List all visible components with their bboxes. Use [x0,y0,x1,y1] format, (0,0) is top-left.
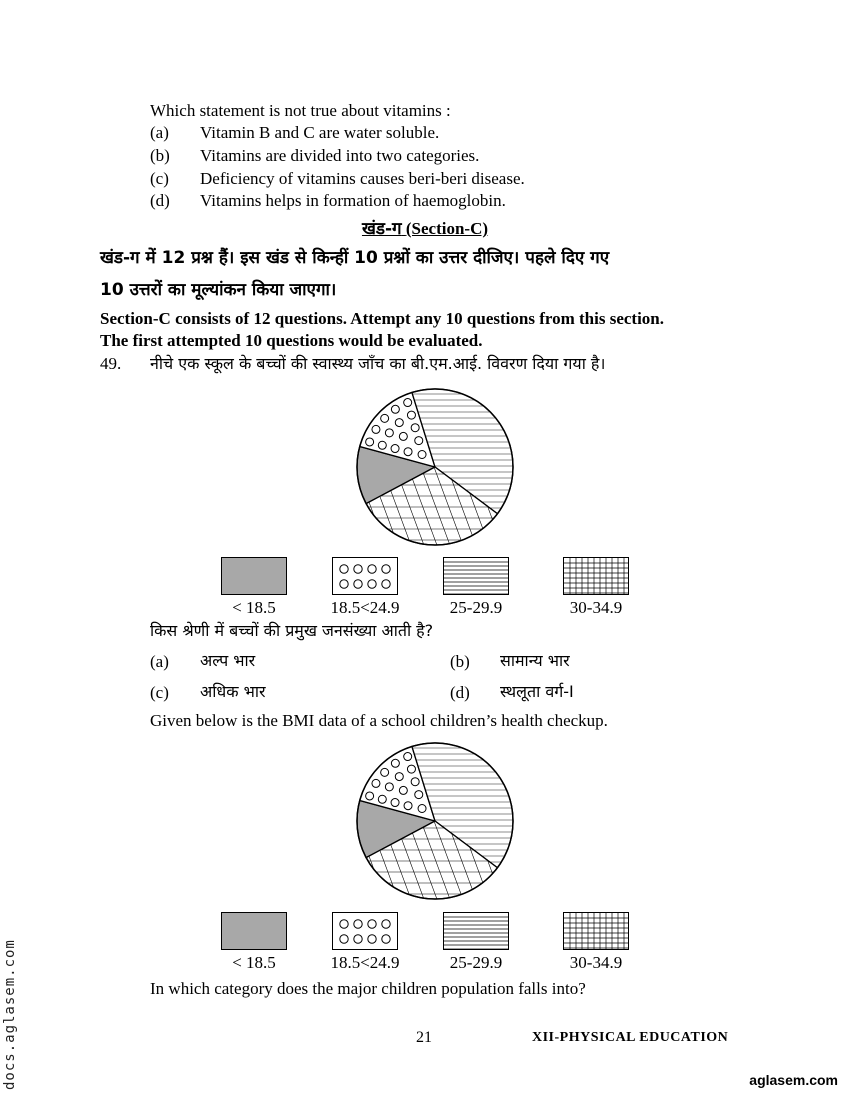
q48-option-b-label: (b) [150,146,170,165]
q49-option-c-label: (c) [150,683,169,702]
section-c-heading [0,216,850,239]
q49-stem-hi: नीचे एक स्कूल के बच्चों की स्वास्थ्य जाँच का बी.एम.आई. विवरण दिया गया है। [150,354,606,373]
legend-label-4: 30-34.9 [569,953,623,972]
bmi-pie-chart-hi [354,386,516,548]
q49-option-b-label: (b) [450,652,470,671]
footer-site: aglasem.com [749,1072,838,1088]
section-c-instructions-hi-1: खंड-ग में 12 प्रश्न हैं। इस खंड से किन्हीं 10 प्रश्नों का उत्तर दीजिए। पहले दिए गए [100,248,610,268]
q49-option-c-text: अधिक भार [200,682,266,701]
q49-number: 49. [100,354,122,373]
legend-label-3: 25-29.9 [449,598,503,617]
q49-option-b-text: सामान्य भार [500,651,570,670]
legend-swatch-underweight [221,557,287,595]
q49-option-d-label: (d) [450,683,470,702]
section-c-heading-hi: खंड-ग [361,219,402,239]
section-c-instructions-en-1: Section-C consists of 12 questions. Attempt any 10 questions from this section. [100,309,665,328]
q49-question-en: In which category does the major children population falls into? [150,979,586,998]
section-c-heading-en: (Section-C) [405,219,489,238]
q48-option-a-text: Vitamin B and C are water soluble. [200,123,440,142]
q48-option-a-label: (a) [150,123,169,142]
legend-swatch-circles [332,912,398,950]
q48-option-d-text: Vitamins helps in formation of haemoglobin. [200,191,506,210]
legend-swatch-underweight [221,912,287,950]
section-c-instructions-hi-2: 10 उत्तरों का मूल्यांकन किया जाएगा। [100,280,337,300]
q48-option-b-text: Vitamins are divided into two categories. [200,146,480,165]
q48-stem: Which statement is not true about vitamins : [150,101,451,120]
legend-swatch-grid [563,557,629,595]
page-number: 21 [416,1029,432,1046]
bmi-pie-chart-en [354,740,516,902]
q49-stem-en: Given below is the BMI data of a school children’s health checkup. [150,711,608,730]
legend-label-2: 18.5<24.9 [330,953,400,972]
legend-label-3: 25-29.9 [449,953,503,972]
footer-subject: XII-PHYSICAL EDUCATION [532,1030,729,1045]
legend-swatch-grid [563,912,629,950]
legend-swatch-circles [332,557,398,595]
q48-option-c-label: (c) [150,169,169,188]
legend-swatch-hlines [443,912,509,950]
q48-option-d-label: (d) [150,191,170,210]
q49-option-a-label: (a) [150,652,169,671]
side-watermark: docs.aglasem.com [2,939,18,1090]
legend-label-1: < 18.5 [232,953,276,972]
legend-label-1: < 18.5 [232,598,276,617]
q49-option-a-text: अल्प भार [200,651,256,670]
section-c-instructions-en-2: The first attempted 10 questions would be evaluated. [100,331,483,350]
legend-label-4: 30-34.9 [569,598,623,617]
legend-swatch-hlines [443,557,509,595]
q49-option-d-text: स्थलूता वर्ग-I [500,682,574,701]
legend-label-2: 18.5<24.9 [330,598,400,617]
q48-option-c-text: Deficiency of vitamins causes beri-beri disease. [200,169,525,188]
q49-question-hi: किस श्रेणी में बच्चों की प्रमुख जनसंख्या आती है? [150,621,434,640]
